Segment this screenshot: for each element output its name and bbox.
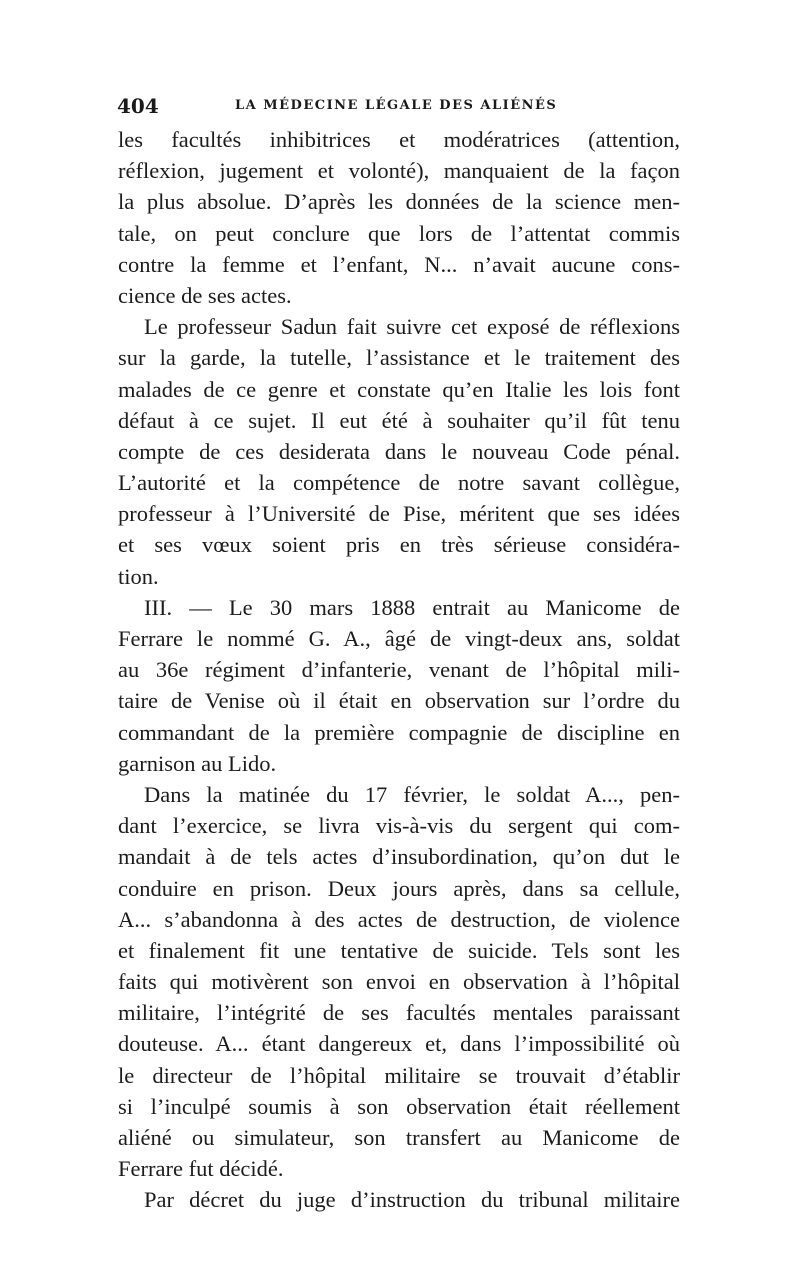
text-line: si l’inculpé soumis à son observation était réellement	[118, 1093, 680, 1119]
text-line: militaire, l’intégrité de ses facultés mentales paraissant	[118, 1000, 680, 1026]
text-line: commandant de la première compagnie de discipline en	[118, 719, 680, 745]
page-header	[117, 94, 687, 122]
page-number: 404	[117, 94, 159, 118]
text-line: réflexion, jugement et volonté), manquaient de la façon	[118, 158, 680, 184]
text-line: le directeur de l’hôpital militaire se trouvait d’établir	[118, 1062, 680, 1088]
body-text	[118, 124, 680, 1216]
text-line: et finalement fit une tentative de suicide. Tels sont les	[118, 937, 680, 963]
text-line: sur la garde, la tutelle, l’assistance et le traitement des	[118, 345, 680, 371]
text-line: mandait à de tels actes d’insubordination, qu’on dut le	[118, 844, 680, 870]
text-line: et ses vœux soient pris en très sérieuse considéra-	[118, 532, 680, 558]
text-line: au 36e régiment d’infanterie, venant de l’hôpital mili-	[118, 657, 680, 683]
text-line: contre la femme et l’enfant, N... n’avait aucune cons-	[118, 251, 680, 277]
text-line: la plus absolue. D’après les données de la science men-	[118, 189, 680, 215]
text-line: les facultés inhibitrices et modératrices (attention,	[118, 127, 680, 152]
text-line: A... s’abandonna à des actes de destruction, de violence	[118, 906, 680, 932]
text-line: douteuse. A... étant dangereux et, dans l’impossibilité où	[118, 1031, 680, 1057]
text-line: Ferrare le nommé G. A., âgé de vingt-deux ans, soldat	[118, 626, 680, 651]
text-line: défaut à ce sujet. Il eut été à souhaiter qu’il fût tenu	[118, 407, 680, 433]
text-line: compte de ces desiderata dans le nouveau Code pénal.	[118, 438, 680, 464]
text-line: Ferrare fut décidé.	[118, 1156, 284, 1182]
text-line: malades de ce genre et constate qu’en Italie les lois font	[118, 376, 680, 402]
text-line: Par décret du juge d’instruction du tribunal militaire	[144, 1187, 680, 1213]
text-line: conduire en prison. Deux jours après, dans sa cellule,	[118, 875, 680, 901]
text-line: tale, on peut conclure que lors de l’attentat commis	[118, 220, 680, 246]
text-line: taire de Venise où il était en observation sur l’ordre du	[118, 688, 680, 714]
text-line: Dans la matinée du 17 février, le soldat A..., pen-	[144, 781, 680, 807]
text-line: cience de ses actes.	[118, 282, 292, 308]
text-line: garnison au Lido.	[118, 750, 277, 776]
text-line: faits qui motivèrent son envoi en observation à l’hôpital	[118, 969, 680, 995]
text-line: aliéné ou simulateur, son transfert au Manicome de	[118, 1125, 680, 1150]
text-line: III. — Le 30 mars 1888 entrait au Manicome de	[144, 594, 680, 620]
text-line: professeur à l’Université de Pise, méritent que ses idées	[118, 501, 680, 527]
text-line: dant l’exercice, se livra vis-à-vis du sergent qui com-	[118, 813, 680, 839]
text-line: tion.	[118, 563, 159, 589]
text-line: L’autorité et la compétence de notre savant collègue,	[118, 470, 680, 496]
text-line: Le professeur Sadun fait suivre cet exposé de réflexions	[144, 314, 680, 340]
running-title: LA MÉDECINE LÉGALE DES ALIÉNÉS	[235, 98, 558, 113]
